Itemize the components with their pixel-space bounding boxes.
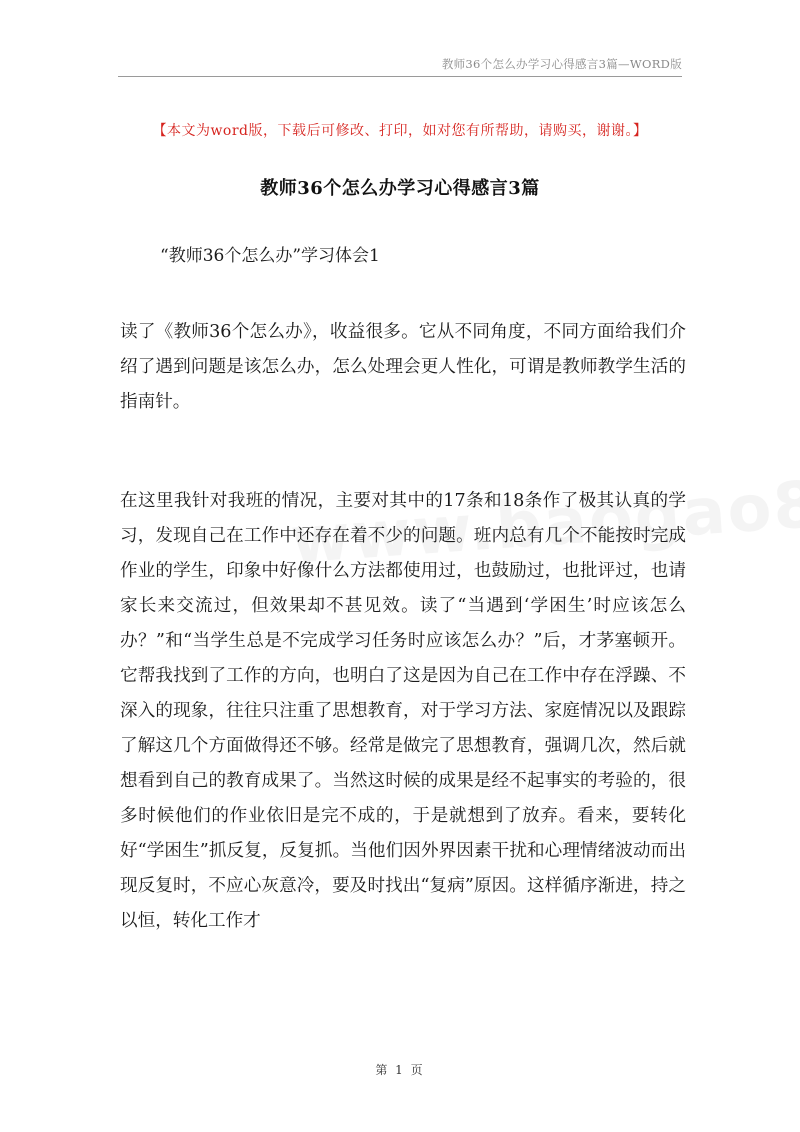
running-header: 教师36个怎么办学习心得感言3篇—WORD版 xyxy=(441,57,682,71)
page-number: 第 1 页 xyxy=(375,1063,425,1077)
section-subtitle: “教师36个怎么办”学习体会1 xyxy=(160,246,380,266)
body-paragraph: 在这里我针对我班的情况，主要对其中的17条和18条作了极其认真的学习，发现自己在工作中还存在着不少的问题。班内总有几个不能按时完成作业的学生，印象中好像什么方法都使用过，也鼓励过，也批评过，也请家长来交流过，但效果却不甚见效。读了“当遇到‘学困生’时应该怎么办？”和“当学生总是不完成学习任务时应该怎么办？”后，才茅塞顿开。它帮我找到了工作的方向，也明白了这是因为自己在工作中存在浮躁、不深入的现象，往往只注重了思想教育，对于学习方法、家庭情况以及跟踪了解这几个方面做得还不够。经常是做完了思想教育，强调几次，然后就想看到自己的教育成果了。当然这时候的成果是经不起事实的考验的，很多时候他们的作业依旧是完不成的，于是就想到了放弃。看来，要转化好“学困生”抓反复，反复抓。当他们因外界因素干扰和心理情绪波动而出现反复时，不应心灰意冷，要及时找出“复病”原因。这样循序渐进，持之以恒，转化工作才 xyxy=(120,491,686,931)
body-paragraph: 读了《教师36个怎么办》，收益很多。它从不同角度，不同方面给我们介绍了遇到问题是该怎么办，怎么处理会更人性化，可谓是教师教学生活的指南针。 xyxy=(120,322,686,412)
header-divider xyxy=(118,76,682,77)
document-title: 教师36个怎么办学习心得感言3篇 xyxy=(260,178,540,199)
purchase-notice: 【本文为word版，下载后可修改、打印，如对您有所帮助，请购买，谢谢。】 xyxy=(152,123,648,139)
